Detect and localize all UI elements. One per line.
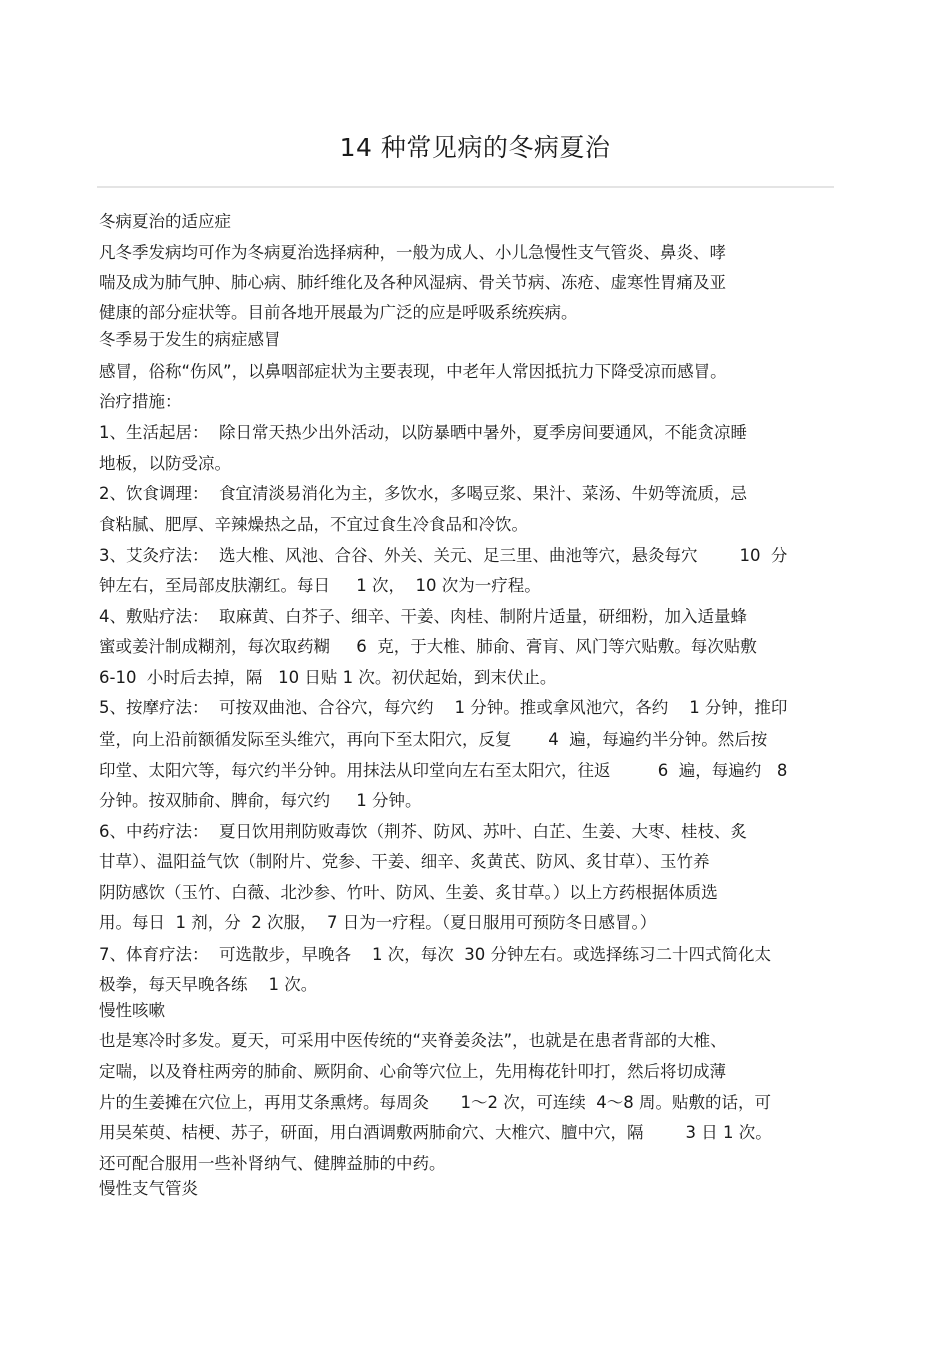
body-line: 片的生姜摊在穴位上，再用艾条熏烤。每周灸 1～2 次，可连续 4～8 周。贴敷的话，可 (99, 1093, 771, 1112)
body-line: 喘及成为肺气肿、肺心病、肺纤维化及各种风湿病、骨关节病、冻疮、虚寒性胃痛及亚 (99, 273, 726, 292)
body-line: 用吴茱萸、桔梗、苏子，研面，用白酒调敷两肺俞穴、大椎穴、膻中穴，隔 3 日 1 次。 (99, 1123, 772, 1142)
body-line: 定喘，以及脊柱两旁的肺俞、厥阴俞、心俞等穴位上，先用梅花针叩打，然后将切成薄 (99, 1062, 726, 1081)
body-line: 分钟。按双肺俞、脾俞，每穴约 1 分钟。 (99, 791, 422, 810)
body-line: 2、饮食调理： 食宜清淡易消化为主，多饮水，多喝豆浆、果汁、菜汤、牛奶等流质，忌 (99, 484, 747, 503)
body-line: 印堂、太阳穴等，每穴约半分钟。用抹法从印堂向左右至太阳穴，往返 6 遍，每遍约 8 (99, 761, 788, 780)
section-heading: 慢性咳嗽 (99, 1001, 165, 1020)
title-divider (97, 186, 834, 188)
body-line: 凡冬季发病均可作为冬病夏治选择病种，一般为成人、小儿急慢性支气管炎、鼻炎、哮 (99, 243, 726, 262)
body-line: 3、艾灸疗法： 选大椎、风池、合谷、外关、关元、足三里、曲池等穴，悬灸每穴 10 分 (99, 546, 788, 565)
body-line: 也是寒冷时多发。夏天，可采用中医传统的“夹脊姜灸法”，也就是在患者背部的大椎、 (99, 1031, 727, 1050)
body-line: 6、中药疗法： 夏日饮用荆防败毒饮（荆芥、防风、苏叶、白芷、生姜、大枣、桂枝、炙 (99, 822, 747, 841)
body-line: 钟左右，至局部皮肤潮红。每日 1 次， 10 次为一疗程。 (99, 576, 541, 595)
body-line: 地板，以防受凉。 (99, 454, 231, 473)
body-line: 蜜或姜汁制成糊剂，每次取药糊 6 克，于大椎、肺俞、膏肓、风门等穴贴敷。每次贴敷 (99, 637, 757, 656)
section-heading: 治疗措施： (99, 392, 182, 411)
body-line: 阴防感饮（玉竹、白薇、北沙参、竹叶、防风、生姜、炙甘草。）以上方药根据体质选 (99, 883, 718, 902)
section-heading: 冬季易于发生的病症感冒 (99, 330, 281, 349)
body-line: 还可配合服用一些补肾纳气、健脾益肺的中药。 (99, 1154, 446, 1173)
body-line: 4、敷贴疗法： 取麻黄、白芥子、细辛、干姜、肉桂、制附片适量，研细粉，加入适量蜂 (99, 607, 747, 626)
body-line: 食粘腻、肥厚、辛辣燥热之品，不宜过食生冷食品和冷饮。 (99, 515, 528, 534)
section-heading: 冬病夏治的适应症 (99, 212, 231, 231)
body-line: 极拳，每天早晚各练 1 次。 (99, 975, 318, 994)
page-title: 14 种常见病的冬病夏治 (339, 133, 611, 162)
body-line: 6-10 小时后去掉，隔 10 日贴 1 次。初伏起始，到末伏止。 (99, 668, 557, 687)
body-line: 甘草）、温阳益气饮（制附片、党参、干姜、细辛、炙黄芪、防风、炙甘草）、玉竹养 (99, 852, 710, 871)
body-line: 5、按摩疗法： 可按双曲池、合谷穴，每穴约 1 分钟。推或拿风池穴，各约 1 分钟，推印 (99, 698, 788, 717)
body-line: 7、体育疗法： 可选散步，早晚各 1 次，每次 30 分钟左右。或选择练习二十四式简化太 (99, 945, 771, 964)
body-line: 1、生活起居： 除日常天热少出外活动，以防暴晒中暑外，夏季房间要通风，不能贪凉睡 (99, 423, 747, 442)
body-line: 感冒，俗称“伤风”，以鼻咽部症状为主要表现，中老年人常因抵抗力下降受凉而感冒。 (99, 362, 727, 381)
body-line: 用。每日 1 剂，分 2 次服， 7 日为一疗程。（夏日服用可预防冬日感冒。） (99, 913, 657, 932)
section-heading: 慢性支气管炎 (99, 1179, 198, 1198)
body-line: 健康的部分症状等。目前各地开展最为广泛的应是呼吸系统疾病。 (99, 303, 578, 322)
body-line: 堂，向上沿前额循发际至头维穴，再向下至太阳穴，反复 4 遍，每遍约半分钟。然后按 (99, 730, 768, 749)
